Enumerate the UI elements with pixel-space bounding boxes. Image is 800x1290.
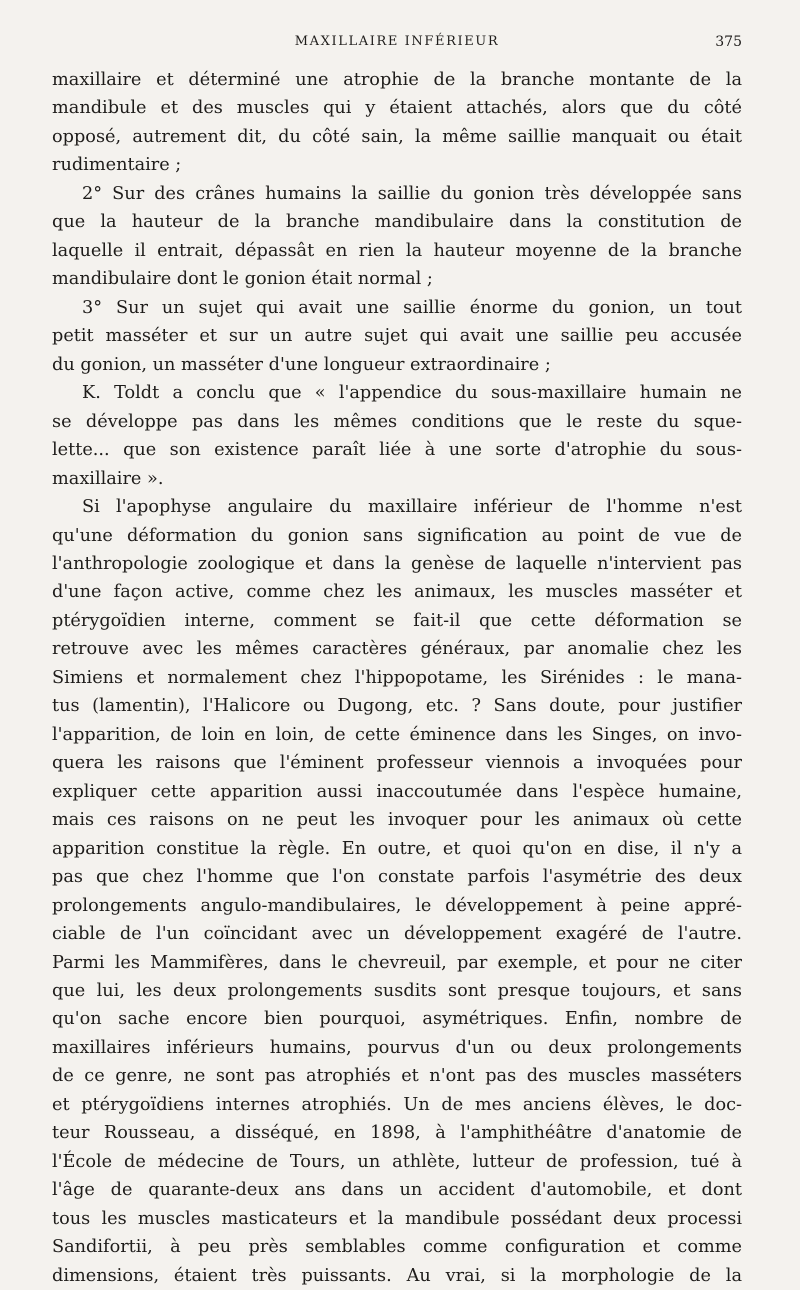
text-line: 2° Sur des crânes humains la saillie du gonion très développée sans: [82, 183, 742, 204]
text-line: mandibule et des muscles qui y étaient attachés, alors que du côté: [52, 98, 742, 119]
running-title: MAXILLAIRE INFÉRIEUR: [294, 34, 500, 49]
text-line: Simiens et normalement chez l'hippopotame, les Sirénides : le mana-: [52, 667, 742, 688]
text-line: ciable de l'un coïncidant avec un développement exagéré de l'autre.: [52, 924, 742, 945]
text-line: et ptérygoïdiens internes atrophiés. Un de mes anciens élèves, le doc-: [52, 1094, 742, 1115]
text-line: Sandifortii, à peu près semblables comme configuration et comme: [52, 1237, 742, 1258]
text-line: Si l'apophyse angulaire du maxillaire inférieur de l'homme n'est: [82, 497, 742, 518]
text-line: tus (lamentin), l'Halicore ou Dugong, etc. ? Sans doute, pour justifier: [52, 696, 742, 717]
text-line: qu'une déformation du gonion sans signification au point de vue de: [52, 525, 742, 546]
text-line: mais ces raisons on ne peut les invoquer pour les animaux où cette: [52, 810, 742, 831]
text-line: dimensions, étaient très puissants. Au vrai, si la morphologie de la: [52, 1265, 742, 1286]
text-line: prolongements angulo-mandibulaires, le développement à peine appré-: [52, 895, 742, 916]
text-line: expliquer cette apparition aussi inaccoutumée dans l'espèce humaine,: [52, 781, 742, 802]
text-line: que lui, les deux prolongements susdits sont presque toujours, et sans: [52, 981, 742, 1001]
text-line: maxillaire ».: [52, 468, 164, 489]
body-text: [52, 66, 742, 1290]
text-line: petit masséter et sur un autre sujet qui avait une saillie peu accusée: [52, 326, 742, 347]
text-line: 3° Sur un sujet qui avait une saillie énorme du gonion, un tout: [82, 297, 742, 318]
text-line: d'une façon active, comme chez les animaux, les muscles masséter et: [52, 582, 742, 603]
text-line: que la hauteur de la branche mandibulaire dans la constitution de: [52, 212, 742, 233]
page-number: 375: [715, 34, 742, 50]
text-line: Parmi les Mammifères, dans le chevreuil, par exemple, et pour ne citer: [52, 952, 742, 973]
text-line: laquelle il entrait, dépassât en rien la hauteur moyenne de la branche: [52, 240, 742, 261]
text-line: quera les raisons que l'éminent professeur viennois a invoquées pour: [52, 753, 742, 774]
text-line: l'École de médecine de Tours, un athlète, lutteur de profession, tué à: [52, 1151, 742, 1172]
text-line: mandibulaire dont le gonion était normal ;: [52, 269, 433, 290]
text-line: rudimentaire ;: [52, 155, 182, 176]
text-line: lette... que son existence paraît liée à une sorte d'atrophie du sous-: [52, 440, 742, 461]
text-line: se développe pas dans les mêmes conditions que le reste du sque-: [52, 411, 742, 432]
text-line: l'âge de quarante-deux ans dans un accident d'automobile, et dont: [52, 1180, 742, 1201]
text-line: l'anthropologie zoologique et dans la genèse de laquelle n'intervient pas: [52, 553, 742, 574]
text-line: de ce genre, ne sont pas atrophiés et n'ont pas des muscles masséters: [52, 1066, 742, 1087]
text-line: tous les muscles masticateurs et la mandibule possédant deux processi: [52, 1208, 742, 1229]
text-line: opposé, autrement dit, du côté sain, la même saillie manquait ou était: [52, 126, 742, 147]
running-head: [52, 34, 742, 56]
text-line: K. Toldt a conclu que « l'appendice du sous-maxillaire humain ne: [82, 383, 742, 404]
text-line: teur Rousseau, a disséqué, en 1898, à l'amphithéâtre d'anatomie de: [52, 1123, 742, 1144]
text-line: qu'on sache encore bien pourquoi, asymétriques. Enfin, nombre de: [52, 1009, 742, 1030]
text-line: du gonion, un masséter d'une longueur extraordinaire ;: [52, 354, 551, 375]
text-line: l'apparition, de loin en loin, de cette éminence dans les Singes, on invo-: [52, 724, 742, 745]
text-line: maxillaires inférieurs humains, pourvus d'un ou deux prolongements: [52, 1037, 742, 1058]
text-line: maxillaire et déterminé une atrophie de la branche montante de la: [52, 70, 742, 90]
text-line: apparition constitue la règle. En outre, et quoi qu'on en dise, il n'y a: [52, 838, 742, 859]
text-line: retrouve avec les mêmes caractères généraux, par anomalie chez les: [52, 639, 742, 660]
text-line: pas que chez l'homme que l'on constate parfois l'asymétrie des deux: [52, 867, 742, 888]
text-line: ptérygoïdien interne, comment se fait-il que cette déformation se: [52, 610, 742, 631]
